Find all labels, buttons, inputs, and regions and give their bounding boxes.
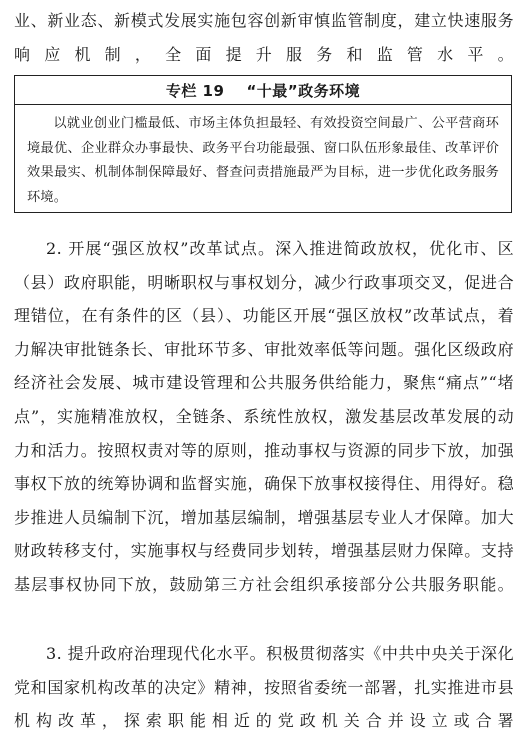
section-3-paragraph: 3. 提升政府治理现代化水平。积极贯彻落实《中共中央关于深化党和国家机构改革的决定》精神，按照省委统一部署，扎实推进市县机构改革，探索职能相近的党政机关合并设立或合署 [14,644,514,731]
column-box-title: “十最”政务环境 [246,81,361,100]
column-box [14,75,512,213]
column-box-label: 专栏 19 [165,81,225,100]
intro-paragraph: 业、新业态、新模式发展实施包容创新审慎监管制度，建立快速服务响应机制，全面提升服务和监管水平。 [14,11,514,64]
section-2-paragraph: 2. 开展“强区放权”改革试点。深入推进简政放权，优化市、区（县）政府职能，明晰职权与事权划分，减少行政事项交叉，促进合理错位，在有条件的区（县）、功能区开展“强区放权”改革试点，着力解决审批链条长、审批环节多、审批效率低等问题。强化区级政府经济社会发展、城市建设管理和公共服务供给能力，聚焦“痛点”“堵点”，实施精准放权，全链条、系统性放权，激发基层改革发展的动力和活力。按照权责对等的原则，推动事权与资源的同步下放，加强事权下放的统筹协调和监督实施，确保下放事权接得住、用得好。稳步推进人员编制下沉，增加基层编制，增强基层专业人才保障。加大财政转移支付，实施事权与经费同步划转，增强基层财力保障。支持基层事权协同下放，鼓励第三方社会组织承接部分公共服务职能。 [14,239,514,594]
column-box-body: 以就业创业门槛最低、市场主体负担最轻、有效投资空间最广、公平营商环境最优、企业群众办事最快、政务平台功能最强、窗口队伍形象最佳、改革评价效果最实、机制体制保障最好、督查问责措施最严为目标，进一步优化政务服务环境。 [27,116,499,205]
column-box-header [15,76,511,105]
